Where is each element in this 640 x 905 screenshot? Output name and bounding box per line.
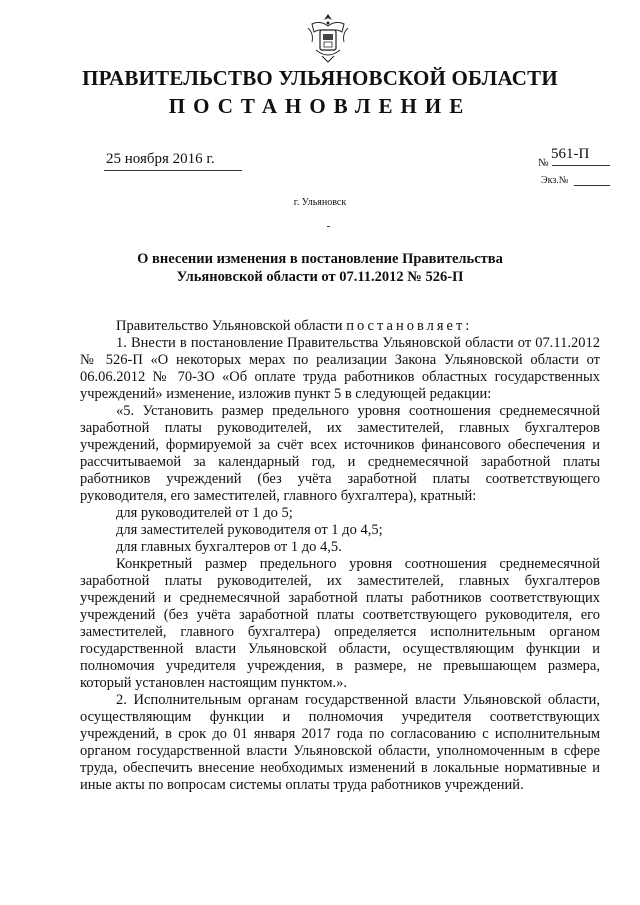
paragraph-2: 2. Исполнительным органам государственной власти Ульяновской области, осуществляющим функции и полномочия учредителя соответствующих учреждений, в срок до 01 января 2017 года по согласованию с исполнительным органом государственной власти Ульяновской области, уполномоченным в сфере труда, обеспечить внесение необходимых изменений в локальные нормативные и иные акты по вопросам системы оплаты труда работников учреждений. — [80, 692, 600, 793]
document-title — [0, 250, 640, 286]
city: г. Ульяновск — [293, 197, 347, 208]
document-date: 25 ноября 2016 г. — [106, 151, 215, 167]
list-item-1: для руководителей от 1 до 5; — [116, 505, 293, 521]
copy-number-underline — [574, 185, 610, 186]
date-underline — [104, 170, 242, 171]
list-item-2: для заместителей руководителя от 1 до 4,5; — [116, 522, 383, 538]
separator-tick — [327, 226, 330, 227]
intro-paragraph — [80, 318, 600, 335]
title-line-1: О внесении изменения в постановление Правительства — [137, 251, 503, 267]
number-underline — [552, 165, 610, 166]
paragraph-1: 1. Внести в постановление Правительства Ульяновской области от 07.11.2012 № 526-П «О некоторых мерах по реализации Закона Ульяновской области от 06.06.2012 № 70-ЗО «Об оплате труда работников областных государственных учреждений» изменение, изложив пункт 5 в следующей редакции: — [80, 335, 600, 402]
copy-number-label: Экз.№ — [541, 175, 569, 186]
list-item-3: для главных бухгалтеров от 1 до 4,5. — [116, 539, 342, 555]
number-mark: № — [538, 157, 549, 169]
coat-of-arms-emblem-icon — [306, 12, 350, 64]
title-line-2: Ульяновской области от 07.11.2012 № 526-П — [176, 269, 464, 285]
document-body — [80, 318, 600, 794]
document-type: ПОСТАНОВЛЕНИЕ — [168, 94, 472, 118]
document-number: 561-П — [551, 146, 590, 162]
quote-paragraph-2: Конкретный размер предельного уровня соотношения среднемесячной заработной платы руководителей, их заместителей, главных бухгалтеров учреждений и среднемесячной заработной платы работников соответствующих учреждений (без учёта заработной платы соответствующего руководителя, его заместителей, главного бухгалтера) определяется исполнительным органом государственной власти Ульяновской области, осуществляющим функции и полномочия учредителя учреждения, в размере, не превышающем размера, который установлен настоящим пунктом.». — [80, 556, 600, 691]
intro-prefix: Правительство Ульяновской области — [116, 318, 347, 334]
government-name: ПРАВИТЕЛЬСТВО УЛЬЯНОВСКОЙ ОБЛАСТИ — [82, 66, 558, 90]
quote-paragraph-1: «5. Установить размер предельного уровня соотношения среднемесячной заработной платы руководителей, их заместителей, главных бухгалтеров учреждений, формируемой за счёт всех источников финансового обеспечения и рассчитываемой за календарный год, и среднемесячной заработной платы работников учреждений (без учёта заработной платы соответствующего руководителя, его заместителей, главного бухгалтера), кратный: — [80, 403, 600, 504]
intro-decrees: постановляет: — [346, 318, 473, 334]
